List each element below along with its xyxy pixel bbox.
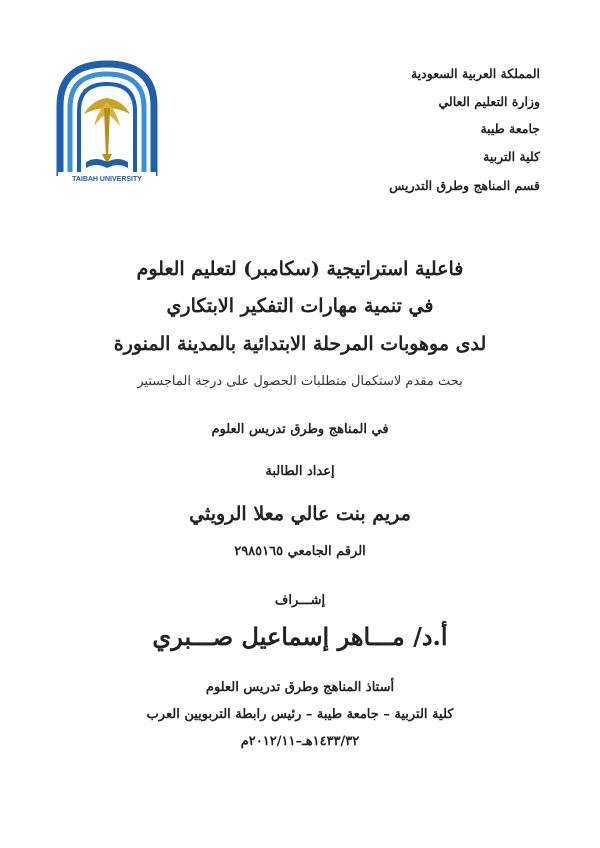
title-line-3: لدى موهوبات المرحلة الابتدائية بالمدينة المنورة: [113, 333, 487, 355]
prepared-by-label: إعداد الطالبة: [265, 464, 335, 479]
kingdom-name: المملكة العربية السعودية: [410, 66, 540, 81]
logo-text: TAIBAH UNIVERSITY: [72, 176, 142, 183]
thesis-date: ١٤٣٣/٣٢هـ–٢٠١٢/١١م: [240, 734, 360, 749]
supervision-label: إشـــراف: [274, 593, 326, 608]
supervisor-title: أستاذ المناهج وطرق تدريس العلوم: [205, 680, 395, 695]
university-name: جامعة طيبة: [480, 121, 540, 136]
student-name: مريم بنت عالي معلا الرويثي: [189, 503, 411, 525]
research-purpose: بحث مقدم لاستكمال متطلبات الحصول على درجة الماجستير: [137, 374, 463, 389]
student-id: الرقم الجامعي ٢٩٨٥١٦٥: [234, 544, 366, 559]
department-name: قسم المناهج وطرق التدريس: [389, 178, 540, 193]
supervisor-name: أ.د/ مـــاهر إسماعيل صـــبري: [152, 622, 448, 651]
specialization: في المناهج وطرق تدريس العلوم: [211, 422, 389, 437]
title-line-1: فاعلية استراتيجية (سكامبر) لتعليم العلوم: [136, 258, 464, 280]
title-line-2: في تنمية مهارات التفكير الابتكاري: [166, 295, 434, 317]
ministry-name: وزارة التعليم العالي: [438, 94, 540, 109]
supervisor-affiliation: كلية التربية – جامعة طيبة – رئيس رابطة التربويين العرب: [146, 707, 454, 722]
taibah-university-logo: [52, 58, 162, 186]
college-name: كلية التربية: [483, 149, 540, 164]
